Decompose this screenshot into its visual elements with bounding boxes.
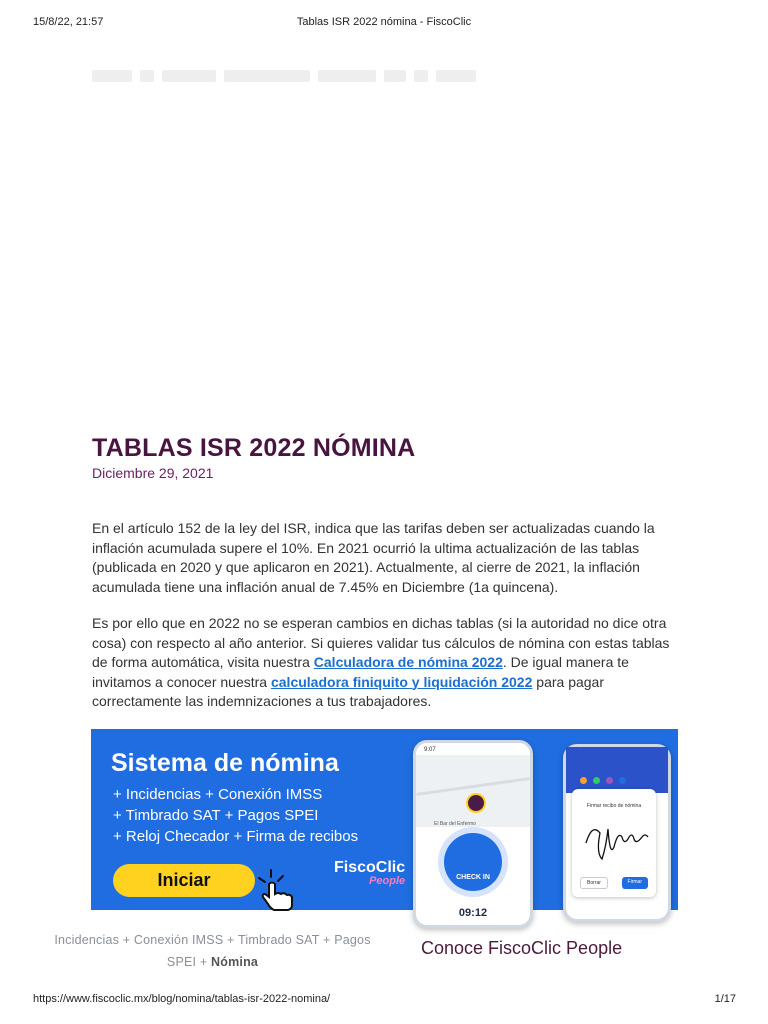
promo-banner[interactable] [91, 729, 678, 919]
category-dots [580, 777, 626, 784]
checkin-button: CHECK IN [444, 833, 502, 891]
payroll-calculator-link[interactable]: Calculadora de nómina 2022 [313, 654, 503, 670]
paragraph-text: Es por ello que en 2022 no se esperan cambios en dichas tablas (si la autoridad no dice otra cosa) con respecto al año anterior. Si quieres validar tus cálculos de nómina con estas tablas de forma automática, visita nuestra [92, 615, 670, 670]
signature-drawing-icon [580, 813, 650, 865]
banner-feature-list [113, 784, 358, 847]
faded-navigation [92, 64, 582, 88]
caption-text: Incidencias + Conexión IMSS + Timbrado SAT + Pagos SPEI + [54, 933, 371, 969]
map-location-label: El Bar del Enfermo [434, 821, 476, 827]
article-date: Diciembre 29, 2021 [92, 465, 214, 481]
banner-feature: + Timbrado SAT + Pagos SPEI [113, 807, 319, 824]
phone-status-time: 9:07 [424, 747, 436, 753]
article-paragraph-2 [92, 614, 682, 712]
print-date: 15/8/22, 21:57 [33, 16, 104, 28]
banner-title: Sistema de nómina [111, 749, 339, 777]
print-page-number: 1/17 [714, 993, 736, 1005]
map-preview [416, 755, 530, 827]
caption-bold-text: Nómina [211, 955, 259, 969]
fiscoclic-people-link[interactable]: Conoce FiscoClic People [421, 938, 623, 958]
checkin-time: 09:12 [458, 907, 488, 919]
signature-label: Firmar recibo de nómina [586, 803, 642, 809]
start-button[interactable]: Iniciar [113, 864, 255, 897]
pointer-hand-icon [251, 866, 299, 910]
brand-logo [334, 859, 405, 887]
clear-signature-button: Borrar [580, 877, 608, 889]
severance-calculator-link[interactable]: calculadora finiquito y liquidación 2022 [270, 673, 533, 690]
signature-actions [580, 877, 648, 889]
brand-subtitle: People [369, 875, 406, 887]
signature-card [572, 789, 656, 897]
phone-mockup-checkin [413, 740, 533, 928]
print-page-title: Tablas ISR 2022 nómina - FiscoClic [296, 16, 472, 28]
phone-mockup-signature [563, 744, 671, 922]
article-paragraph-1: En el artículo 152 de la ley del ISR, indica que las tarifas deben ser actualizadas cuando la inflación acumulada supere el 10%. En 2021 ocurrió la ultima actualización de las tablas (publicada en 2020 y que aplicaron en 2021). Actualmente, al cierre de 2021, la inflación acumulada tiene una inflación anual de 7.45% en Diciembre (1a quincena). [92, 520, 655, 595]
banner-feature: + Reloj Checador + Firma de recibos [113, 828, 359, 845]
brand-name: FiscoClic [334, 859, 406, 876]
location-pin-icon [466, 793, 486, 813]
print-url: https://www.fiscoclic.mx/blog/nomina/tablas-isr-2022-nomina/ [33, 993, 331, 1005]
paragraph-text: . De igual manera te invitamos a conocer nuestra [92, 654, 629, 690]
save-signature-button: Firmar [622, 877, 648, 889]
app-header [566, 747, 668, 793]
banner-feature: + Incidencias + Conexión IMSS [113, 786, 323, 803]
banner-caption [40, 929, 385, 973]
article-title: TABLAS ISR 2022 NÓMINA [92, 434, 416, 462]
paragraph-text: para pagar correctamente las indemnizaciones a tus trabajadores. [92, 673, 604, 709]
